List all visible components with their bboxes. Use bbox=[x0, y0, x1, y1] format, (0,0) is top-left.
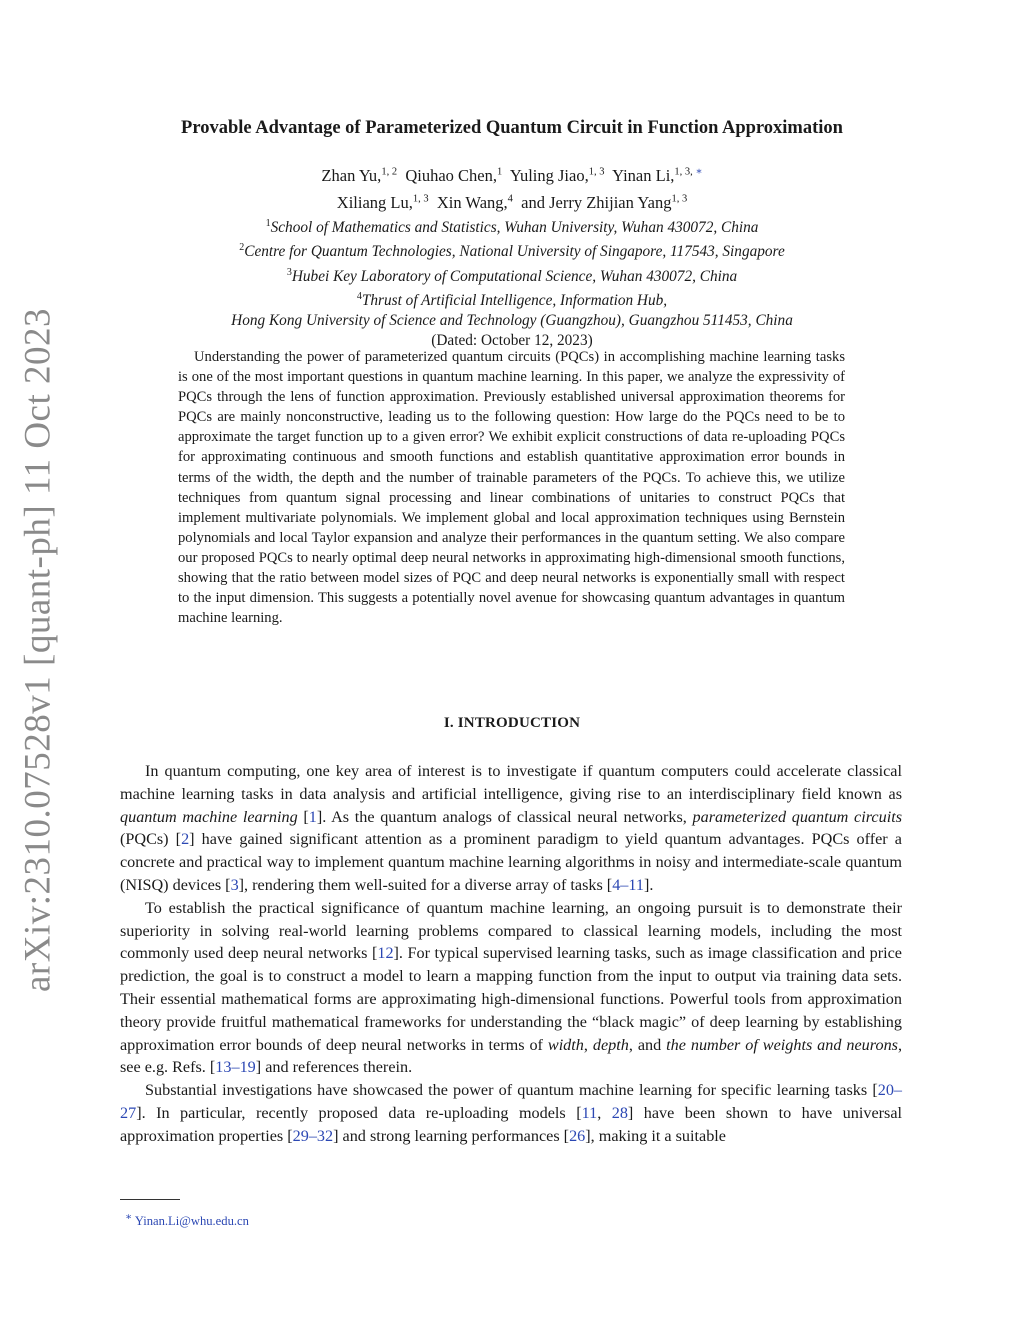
affiliation: Hong Kong University of Science and Technology (Guangzhou), Guangzhou 511453, China bbox=[231, 312, 793, 330]
author: Yinan Li,$^{1, 3, ∗}$ bbox=[612, 165, 703, 185]
citation-link[interactable]: 28 bbox=[611, 1103, 628, 1122]
citation-link[interactable]: 3 bbox=[230, 875, 239, 894]
author: Yuling Jiao,$^{1, 3}$ bbox=[509, 165, 605, 185]
paper-title: Provable Advantage of Parameterized Quantum Circuit in Function Approximation bbox=[181, 118, 843, 138]
email-link[interactable]: Yinan.Li@whu.edu.cn bbox=[134, 1214, 249, 1229]
citation-link[interactable]: 13–19 bbox=[215, 1058, 256, 1077]
affiliation: $^4$Thrust of Artificial Intelligence, Information Hub, bbox=[356, 290, 668, 309]
corresponding-author-link[interactable]: ∗ bbox=[695, 166, 703, 177]
body-text bbox=[120, 760, 902, 1148]
paragraph: To establish the practical significance of quantum machine learning, an ongoing pursuit is to demonstrate their superiority in solving real-world learning problems compared to classical learning models, including the most commonly used deep neural networks [12]. For typical supervised learning tasks, such as image classification and price prediction, the goal is to construct a model to learn a mapping function from the input to output via training data sets. Their essential mathematical forms are approximating high-dimensional functions. Powerful tools from approximation theory provide fruitful mathematical frameworks for understanding the “black magic” of deep learning by establishing approximation error bounds of deep neural networks in terms of width, depth, and the number of weights and neurons, see e.g. Refs. [13–19] and references therein. bbox=[120, 898, 903, 1077]
citation-link[interactable]: 4–11 bbox=[612, 875, 644, 894]
paragraph: Substantial investigations have showcased the power of quantum machine learning for specific learning tasks [20–27]. In particular, recently proposed data re-uploading models [11, 28] have been shown to have universal approximation properties [29–32] and strong learning performances [26], making it a suitable bbox=[120, 1081, 902, 1145]
citation-link[interactable]: 26 bbox=[569, 1126, 586, 1145]
footnote-rule bbox=[120, 1199, 180, 1200]
citation-link[interactable]: 12 bbox=[377, 944, 394, 963]
citation-link[interactable]: 20–27 bbox=[120, 1081, 902, 1122]
arxiv-sidebar-stamp: arXiv:2310.07528v1 [quant-ph] 11 Oct 2023 bbox=[17, 308, 59, 992]
author: Xiliang Lu,$^{1, 3}$ bbox=[336, 193, 429, 212]
author: and Jerry Zhijian Yang$^{1, 3}$ bbox=[521, 193, 688, 212]
citation-link[interactable]: 29–32 bbox=[292, 1126, 334, 1145]
affiliation: $^3$Hubei Key Laboratory of Computational Science, Wuhan 430072, China bbox=[286, 266, 738, 285]
author: Zhan Yu,$^{1, 2}$ bbox=[321, 165, 398, 185]
author-line-2 bbox=[0, 188, 1024, 216]
abstract: Understanding the power of parameterized quantum circuits (PQCs) in accomplishing machine learning tasks is one of the most important questions in quantum machine learning. In this paper, we analyze the expressivity of PQCs through the lens of function approximation. Previously established universal approximation theorems for PQCs are mainly nonconstructive, leading us to the following question: How large do the PQCs need to be to approximate the target function up to a given error? We exhibit explicit constructions of data re-uploading PQCs for approximating continuous and smooth functions and establish quantitative approximation error bounds in terms of the width, the depth and the number of trainable parameters of the PQCs. To achieve this, we utilize techniques from quantum signal processing and linear combinations of unitaries to construct PQCs that implement multivariate polynomials. We implement global and local approximation techniques using Bernstein polynomials and local Taylor expansion and analyze their performances in the quantum setting. We also compare our proposed PQCs to nearly optimal deep neural networks in approximating high-dimensional smooth functions, showing that the ratio between model sizes of PQC and deep neural networks is exponentially small with respect to the input dimension. This suggests a potentially novel avenue for showcasing quantum advantages in quantum machine learning. bbox=[178, 349, 845, 627]
date-line: (Dated: October 12, 2023) bbox=[431, 332, 593, 350]
footnote bbox=[125, 1211, 249, 1229]
author-list bbox=[0, 160, 1024, 215]
affiliation: $^1$School of Mathematics and Statistics, Wuhan University, Wuhan 430072, China bbox=[265, 218, 759, 237]
author-line-1 bbox=[0, 160, 1024, 188]
citation-link[interactable]: 2 bbox=[181, 830, 190, 849]
author: Xin Wang,$^4$ bbox=[436, 193, 513, 212]
affiliations bbox=[0, 214, 1024, 352]
affiliation: $^2$Centre for Quantum Technologies, National University of Singapore, 117543, Singapore bbox=[239, 242, 785, 261]
citation-link[interactable]: 11 bbox=[581, 1103, 598, 1122]
section-heading: I. INTRODUCTION bbox=[443, 715, 581, 731]
author: Qiuhao Chen,$^1$ bbox=[405, 165, 503, 185]
paragraph: In quantum computing, one key area of interest is to investigate if quantum computers could accelerate classical machine learning tasks in data analysis and artificial intelligence, giving rise to an interdisciplinary field known as quantum machine learning [1]. As the quantum analogs of classical neural networks, parameterized quantum circuits (PQCs) [2] have gained significant attention as a prominent paradigm to yield quantum advantages. PQCs offer a concrete and practical way to implement quantum machine learning algorithms in noisy and intermediate-scale quantum (NISQ) devices [3], rendering them well-suited for a diverse array of tasks [4–11]. bbox=[120, 762, 903, 894]
citation-link[interactable]: 1 bbox=[308, 807, 317, 826]
footnote-mark: ∗ bbox=[125, 1212, 133, 1223]
